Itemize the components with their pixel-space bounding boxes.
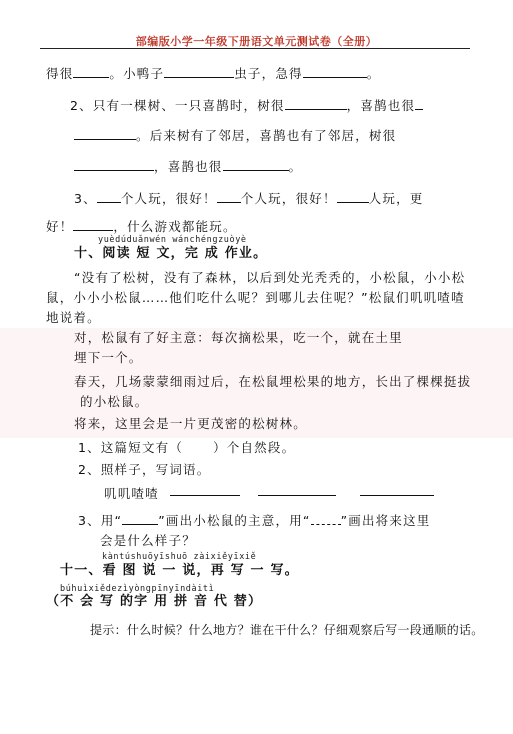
text: 好！: [46, 219, 74, 234]
section11-title: 十一、看 图 说 一 说，再 写 一 写。: [60, 563, 299, 578]
section10-title: 十、阅读 短 文，完 成 作业。: [74, 246, 268, 261]
answer-blank[interactable]: [337, 190, 369, 203]
answer-blank[interactable]: [170, 483, 240, 496]
text: 。后来树有了邻居，喜鹊也有了邻居，树很: [136, 128, 397, 143]
passage-line: 埋下一个。: [74, 350, 143, 365]
question-2-example: [104, 486, 159, 502]
answer-blank[interactable]: [73, 65, 109, 78]
answer-blank[interactable]: [303, 65, 367, 78]
fill-line-2: [70, 97, 423, 114]
answer-blank[interactable]: [360, 483, 434, 496]
text: ”画出将来这里: [340, 513, 431, 528]
answer-blank[interactable]: [73, 218, 113, 231]
text: 个人玩，很好！: [120, 191, 217, 206]
text: 个人玩，很好！: [240, 191, 337, 206]
section11-pinyin: kàntúshuōyīshuō zàixiěyīxiě: [102, 552, 257, 562]
passage-line: 鼠，小小小松鼠……他们吃什么呢？到哪儿去住呢？”松鼠们叽叽喳喳: [46, 290, 465, 305]
question-3: [78, 512, 430, 529]
answer-blank[interactable]: [74, 127, 136, 140]
text: ，什么游戏都能玩。: [113, 219, 237, 234]
passage-line: “没有了松树，没有了森林，以后到处光秃秃的，小松鼠，小小松: [74, 270, 466, 285]
text: ）个自然段。: [213, 440, 296, 455]
text: ，喜鹊也很: [346, 98, 416, 113]
text: 3、用“: [78, 513, 123, 528]
section10-pinyin: yuèdúduǎnwén wánchéngzuòyè: [98, 235, 247, 245]
answer-blank[interactable]: [415, 97, 423, 110]
section11-note-pinyin: búhuìxiědezìyòngpīnyīndàitì: [60, 584, 215, 594]
answer-blank[interactable]: [74, 158, 154, 171]
text: 人玩，更: [368, 191, 424, 206]
text: 虫子，急得: [234, 66, 303, 81]
fill-line-6: [46, 218, 237, 235]
answer-blank[interactable]: [97, 190, 121, 203]
section11-note: （不 会 写 的字 用 拼 音 代 替）: [46, 594, 263, 609]
passage-line: 将来，这里会是一片更茂密的松树林。: [74, 416, 307, 431]
text: 。: [288, 159, 303, 174]
line-sample-wavy: [311, 512, 341, 525]
question-2: 2、照样子，写词语。: [78, 462, 211, 477]
header-rule: [40, 48, 470, 49]
answer-blank[interactable]: [223, 158, 289, 171]
fill-line-3: [74, 127, 396, 144]
text: ，喜鹊也很: [154, 159, 223, 174]
text: 得很: [46, 66, 74, 81]
passage-line: 的小松鼠。: [80, 394, 149, 409]
fill-line-1: [46, 65, 380, 82]
text: 叽叽喳喳: [104, 486, 159, 501]
answer-blank[interactable]: [217, 190, 241, 203]
text: 。小鸭子: [109, 66, 165, 81]
text: 3、: [74, 191, 97, 206]
passage-line: 对，松鼠有了好主意：每次摘松果，吃一个，就在土里: [74, 330, 403, 345]
question-1: [78, 440, 295, 456]
answer-blank[interactable]: [258, 483, 336, 496]
question-3-cont: 会是什么样子？: [100, 533, 196, 548]
passage-line: 地说着。: [46, 310, 101, 325]
text: 1、这篇短文有（: [78, 440, 184, 455]
fill-line-5: [74, 190, 423, 207]
page-header: 部编版小学一年级下册语文单元测试卷（全册）: [135, 35, 378, 48]
fill-line-4: [74, 158, 302, 175]
text: 2、只有一棵树、一只喜鹊时，树很: [70, 98, 285, 113]
answer-blank[interactable]: [164, 65, 234, 78]
text: ”画出小松鼠的主意，用“: [158, 513, 311, 528]
answer-blank[interactable]: [285, 97, 347, 110]
line-sample-straight: [122, 512, 158, 525]
section11-hint: 提示：什么时候？什么地方？谁在干什么？仔细观察后写一段通顺的话。: [90, 623, 484, 637]
text: 。: [366, 66, 381, 81]
passage-line: 春天，几场蒙蒙细雨过后，在松鼠埋松果的地方，长出了棵棵挺拔: [74, 374, 472, 389]
